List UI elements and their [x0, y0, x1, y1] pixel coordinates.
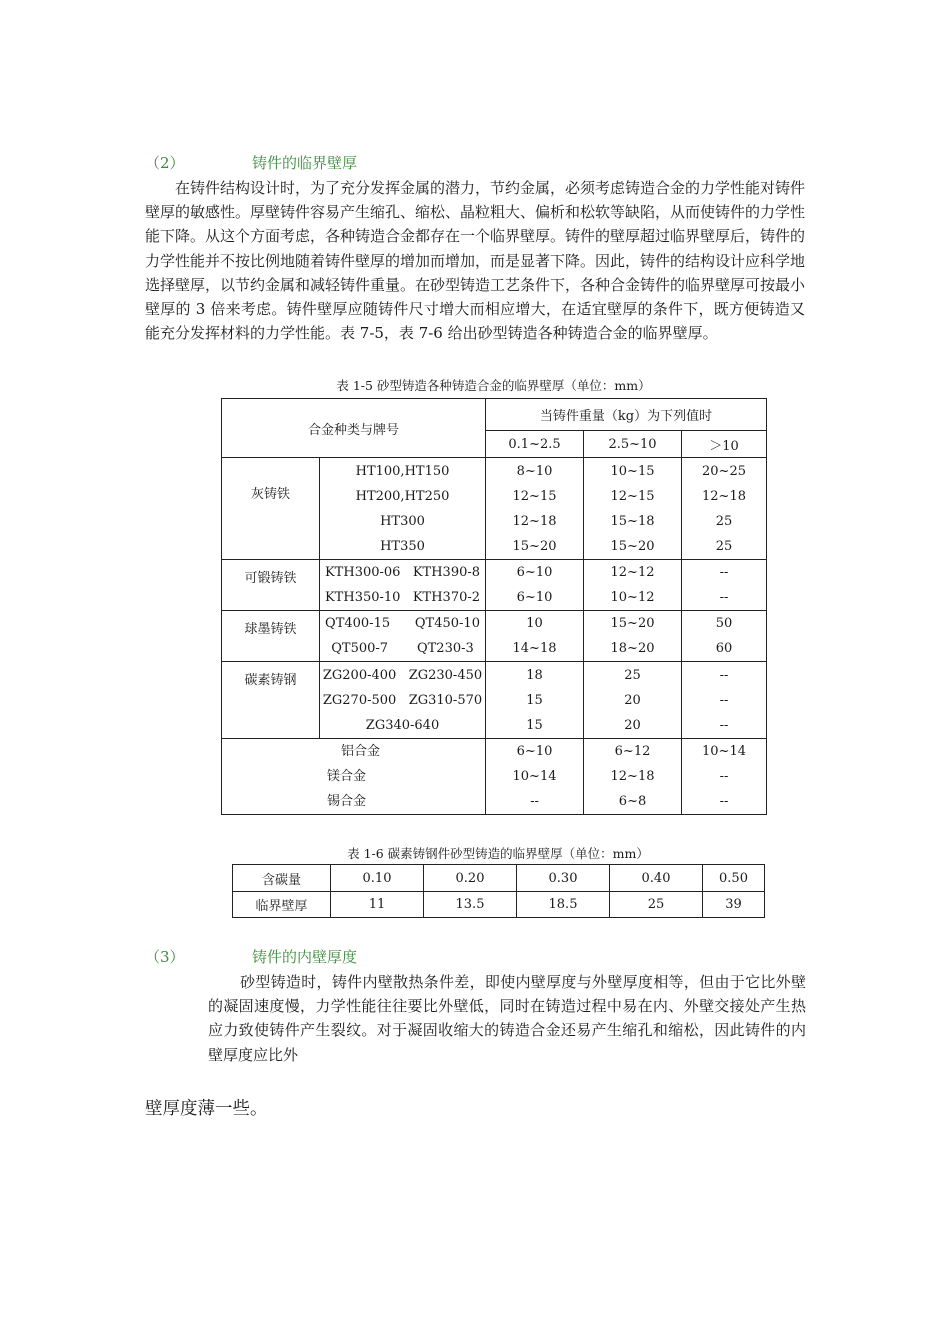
- value: 15~20: [610, 538, 655, 554]
- value: 25: [715, 513, 733, 529]
- value: 12~18: [610, 769, 655, 784]
- value: --: [719, 692, 729, 708]
- thickness-value: 18.5: [517, 892, 610, 918]
- value: 10~14: [702, 744, 746, 759]
- value: 6~10: [516, 565, 553, 580]
- value-cell: [486, 611, 584, 662]
- grade-label: HT200,HT250: [355, 488, 450, 504]
- section-2-paragraph: 在铸件结构设计时，为了充分发挥金属的潜力，节约金属，必须考虑铸造合金的力学性能对铸件壁厚的敏感性。厚壁铸件容易产生缩孔、缩松、晶粒粗大、偏析和松软等缺陷，从而使铸件的力学性能下降。从这个方面考虑，各种铸造合金都存在一个临界壁厚。铸件的壁厚超过临界壁厚后，铸件的力学性能并不按比例地随着铸件壁厚的增加而增加，而是显著下降。因此，铸件的结构设计应科学地选择壁厚，以节约金属和减轻铸件重量。在砂型铸造工艺条件下，各种合金铸件的临界壁厚可按最小壁厚的 3 倍来考虑。铸件壁厚应随铸件尺寸增大而相应增大，在适宜壁厚的条件下，既方便铸造又能充分发挥材料的力学性能。表 7-5，表 7-6 给出砂型铸造各种铸造合金的临界壁厚。: [145, 179, 806, 343]
- value: --: [719, 565, 729, 580]
- grade-label: HT100,HT150: [355, 463, 450, 479]
- value-cell: [682, 458, 767, 560]
- value: 12~18: [512, 513, 557, 529]
- carbon-value: 0.20: [424, 865, 517, 892]
- section-3-title: 铸件的内壁厚度: [252, 948, 358, 966]
- grade-label: ZG340-640: [365, 717, 440, 733]
- group-name-gray-iron: [222, 458, 320, 560]
- section-2-title: 铸件的临界壁厚: [252, 154, 358, 172]
- grade-label: KTH350-10 KTH370-2: [324, 590, 481, 605]
- grades-cell: [320, 458, 486, 560]
- carbon-steel-wall-table: [232, 864, 765, 918]
- thickness-value: 39: [703, 892, 765, 918]
- value: 6~10: [516, 590, 553, 605]
- table-1-5-caption: 表 1-5 砂型铸造各种铸造合金的临界壁厚（单位：mm）: [336, 378, 651, 393]
- value-cell: [682, 560, 767, 611]
- grade-label: ZG270-500 ZG310-570: [322, 692, 483, 708]
- value-cell: [584, 662, 682, 739]
- carbon-content-label: 含碳量: [233, 865, 331, 892]
- table-1-6-caption: 表 1-6 碳素铸钢件砂型铸造的临界壁厚（单位：mm）: [347, 846, 649, 861]
- value: --: [719, 769, 729, 784]
- value: 12~18: [702, 488, 746, 504]
- value: 10~12: [610, 590, 655, 605]
- value: --: [719, 717, 729, 733]
- value-cell: [584, 560, 682, 611]
- value-cell: [682, 611, 767, 662]
- alloy-name: 锡合金: [327, 794, 367, 809]
- value: --: [530, 794, 539, 809]
- value: --: [719, 794, 729, 809]
- value: 6~10: [516, 744, 553, 759]
- value-cell: [682, 739, 767, 815]
- value-cell: [486, 739, 584, 815]
- value-cell: [584, 611, 682, 662]
- value: 8~10: [516, 463, 553, 479]
- carbon-value: 0.30: [517, 865, 610, 892]
- alloy-name: 镁合金: [327, 769, 367, 784]
- value: 20~25: [702, 463, 746, 479]
- group-name-text: 灰铸铁: [250, 487, 290, 502]
- value-cell: [682, 662, 767, 739]
- thickness-value: 13.5: [424, 892, 517, 918]
- group-name-text: 球墨铸铁: [244, 622, 297, 637]
- weight-col-header: 2.5~10: [584, 431, 682, 458]
- alloy-name: 铝合金: [341, 744, 381, 759]
- carbon-value: 0.10: [331, 865, 424, 892]
- section-3-tail: 壁厚度薄一些。: [145, 1099, 268, 1119]
- carbon-value: 0.40: [610, 865, 703, 892]
- grade-label: ZG200-400 ZG230-450: [322, 667, 483, 683]
- thickness-value: 11: [331, 892, 424, 918]
- value: 12~15: [610, 488, 655, 504]
- weight-col-header: 0.1~2.5: [486, 431, 584, 458]
- group-name-text: 可锻铸铁: [244, 571, 297, 586]
- grades-cell: [320, 611, 486, 662]
- value: 20: [624, 717, 641, 733]
- weight-col-header: ＞10: [682, 431, 767, 458]
- value: 25: [715, 538, 733, 554]
- value: --: [719, 667, 729, 683]
- grade-label: QT500-7 QT230-3: [331, 641, 474, 656]
- value: 15~20: [610, 616, 655, 631]
- value-cell: [486, 662, 584, 739]
- value: 15~18: [610, 513, 655, 529]
- section-3-number: （3）: [145, 948, 185, 966]
- group-name-malleable-iron: [222, 560, 320, 611]
- section-3-paragraph: 砂型铸造时，铸件内壁散热条件差，即使内壁厚度与外壁厚度相等，但由于它比外壁的凝固速度慢，力学性能往往要比外壁低，同时在铸造过程中易在内、外壁交接处产生热应力致使铸件产生裂纹。对于凝固收缩大的铸造合金还易产生缩孔和缩松，因此铸件的内壁厚度应比外: [208, 973, 806, 1064]
- value: 15: [526, 717, 543, 733]
- value: 25: [624, 667, 641, 683]
- value-cell: [486, 560, 584, 611]
- value: 6~12: [614, 744, 651, 759]
- grade-label: QT400-15 QT450-10: [325, 616, 480, 631]
- carbon-value: 0.50: [703, 865, 765, 892]
- section-3-heading: [145, 946, 357, 967]
- section-2-heading: [145, 152, 357, 173]
- section-2-number: （2）: [145, 154, 185, 172]
- critical-thickness-label: 临界壁厚: [233, 892, 331, 918]
- grades-cell: [320, 662, 486, 739]
- value: 20: [624, 692, 641, 708]
- grade-label: KTH300-06 KTH390-8: [324, 565, 481, 580]
- value: 6~8: [618, 794, 647, 809]
- grades-cell: [320, 560, 486, 611]
- value: --: [719, 590, 729, 605]
- critical-wall-thickness-table: [221, 398, 767, 815]
- group-name-ductile-iron: [222, 611, 320, 662]
- value: 15: [526, 692, 543, 708]
- header-weight: 当铸件重量（kg）为下列值时: [486, 399, 767, 431]
- group-name-carbon-steel: [222, 662, 320, 739]
- value: 60: [715, 641, 733, 656]
- value-cell: [486, 458, 584, 560]
- header-alloy: 合金种类与牌号: [222, 399, 486, 458]
- value: 12~12: [610, 565, 655, 580]
- group-name-text: 碳素铸钢: [244, 673, 297, 688]
- value-cell: [584, 739, 682, 815]
- value: 12~15: [512, 488, 557, 504]
- value: 50: [715, 616, 733, 631]
- value: 10~14: [512, 769, 557, 784]
- nonferrous-names-cell: [222, 739, 486, 815]
- value: 14~18: [512, 641, 557, 656]
- grade-label: HT300: [380, 513, 425, 529]
- grade-label: HT350: [380, 538, 425, 554]
- value: 10: [526, 616, 543, 631]
- value: 18: [526, 667, 543, 683]
- thickness-value: 25: [610, 892, 703, 918]
- value: 18~20: [610, 641, 655, 656]
- value-cell: [584, 458, 682, 560]
- value: 10~15: [610, 463, 655, 479]
- value: 15~20: [512, 538, 557, 554]
